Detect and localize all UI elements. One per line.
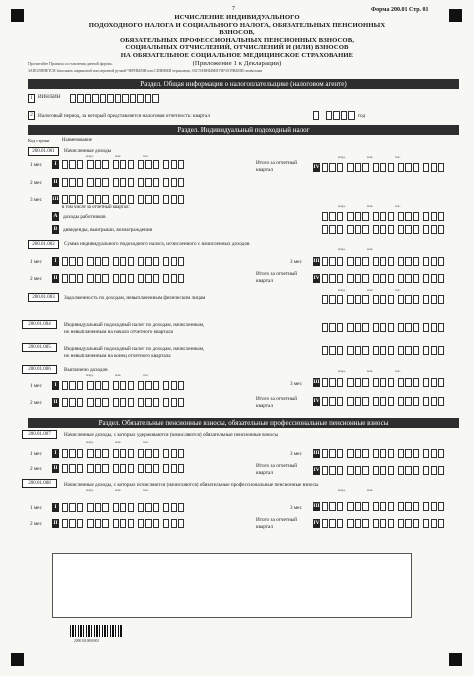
amount-input[interactable] [322, 295, 446, 304]
title-line: (Приложение 1 к Декларации) [192, 59, 282, 67]
quarter-total-label: квартал [256, 470, 273, 476]
instruction-text: ЗАПОЛНЯЕТСЯ Заполнять шариковой или перьевой ручкой ЧЕРНЫМИ или СИНИМИ чернилами, ЗАГЛАВНЫМИ ПЕЧАТНЫМИ символами [28, 69, 263, 73]
amount-input[interactable] [322, 449, 446, 458]
line-label: Индивидуальный подоходный налог по доходам, начисленным, [64, 346, 205, 352]
roman-marker: I [52, 381, 59, 390]
quarter-total-label: Итого за отчетный [256, 271, 298, 277]
roman-marker: I [52, 160, 59, 169]
cell-header: тыс. [395, 155, 401, 159]
letter-marker: B [53, 226, 58, 232]
line-code: 200.01.006 [22, 365, 57, 374]
amount-input[interactable] [322, 257, 446, 266]
cell-header: млрд. [86, 373, 94, 377]
row-number: 1 [28, 94, 35, 103]
column-name-header: Наименование [62, 138, 92, 143]
line-label: дивиденды, выигрыши, вознаграждения [63, 227, 152, 233]
amount-input[interactable] [322, 466, 446, 475]
instruction-text: Прочитайте Правила составления данной формы. [28, 61, 113, 66]
line-label: Начисленные доходы, с которых удерживаются (начисляются) обязательные пенсионные взносы [64, 432, 278, 438]
month-label: 3 мес [290, 259, 302, 265]
month-label: 3 мес [290, 381, 302, 387]
cell-header: млн. [367, 288, 374, 292]
quarter-total-label: Итого за отчетный [256, 396, 298, 402]
quarter-total-label: Итого за отчетный [256, 463, 298, 469]
subtotal-label: в том числе за отчетный квартал: [62, 205, 130, 210]
cell-header: млн. [367, 488, 374, 492]
registration-mark [11, 9, 24, 22]
amount-input[interactable] [322, 225, 446, 234]
amount-input[interactable] [62, 160, 186, 169]
quarter-total-label: Итого за отчетный [256, 160, 298, 166]
amount-input[interactable] [322, 323, 446, 332]
registration-mark [449, 653, 462, 666]
cell-header: тыс. [395, 288, 401, 292]
column-code-header: Код строки [28, 138, 50, 143]
month-label: 3 мес [290, 505, 302, 511]
notes-box[interactable] [52, 553, 412, 618]
roman-marker: III [313, 503, 320, 509]
roman-marker: I [52, 503, 59, 512]
title-line: ОБЯЗАТЕЛЬНЫХ ПРОФЕССИОНАЛЬНЫХ ПЕНСИОННЫХ ВЗНОСОВ, [119, 36, 355, 44]
line-code: 200.01.005 [22, 343, 57, 352]
amount-input[interactable] [62, 178, 186, 187]
month-label: 2 мес [30, 466, 42, 472]
barcode [70, 625, 123, 637]
month-label: 1 мес [30, 162, 42, 168]
cell-header: млн. [115, 373, 122, 377]
cell-header: млрд. [86, 154, 94, 158]
year-label: год [358, 113, 366, 119]
section-pension-header: Раздел. Обязательные пенсионные взносы, обязательные профессиональные пенсионные взносы [28, 418, 459, 428]
line-code: 200.01.003 [28, 293, 59, 302]
cell-header: млрд. [86, 440, 94, 444]
month-label: 1 мес [30, 505, 42, 511]
quarter-total-label: квартал [256, 403, 273, 409]
roman-marker: IV [313, 398, 320, 404]
amount-input[interactable] [62, 257, 186, 266]
title-line: ИСЧИСЛЕНИЕ ИНДИВИДУАЛЬНОГО [174, 14, 300, 21]
line-label: Начисленные доходы [64, 148, 112, 154]
month-label: 3 мес [290, 451, 302, 457]
roman-marker: III [52, 196, 59, 202]
amount-input[interactable] [322, 519, 446, 528]
roman-marker: III [313, 258, 320, 264]
amount-input[interactable] [62, 519, 186, 528]
cell-header: тыс. [395, 369, 401, 373]
line-label: Индивидуальный подоходный налог по доходам, начисленным, [64, 322, 205, 328]
period-label: Налоговый период, за который представляется налоговая отчетность: квартал [38, 113, 210, 119]
line-code: 200.01.008 [22, 479, 57, 488]
roman-marker: I [52, 257, 59, 266]
section-general-header: Раздел. Общая информация о налогоплательщике (налоговом агенте) [28, 79, 459, 89]
cell-header: млн. [367, 155, 374, 159]
month-label: 1 мес [30, 451, 42, 457]
cell-header: млн. [367, 369, 374, 373]
form-label: Форма 200.01 Стр. 01 [371, 7, 429, 13]
cell-header: млрд. [338, 155, 346, 159]
roman-marker: II [53, 465, 58, 471]
cell-header: млн. [367, 204, 374, 208]
cell-header: млрд. [338, 288, 346, 292]
quarter-total-label: Итого за отчетный [256, 517, 298, 523]
line-label: но невыплаченным на начало отчетного квартала [64, 329, 173, 335]
cell-header: млн. [115, 488, 122, 492]
roman-marker: II [53, 179, 58, 185]
registration-mark [449, 9, 462, 22]
roman-marker: III [313, 379, 320, 385]
roman-marker: IV [313, 520, 320, 526]
title-line: СОЦИАЛЬНЫХ ОТЧИСЛЕНИЙ, ОТЧИСЛЕНИЙ И (ИЛИ) ВЗНОСОВ [125, 44, 349, 52]
line-label: Сумма индивидуального подоходного налога, исчисленного с начисленных доходов [64, 241, 250, 247]
amount-input[interactable] [62, 449, 186, 458]
barcode-digits: 20001010000001 [74, 639, 100, 643]
amount-input[interactable] [322, 378, 446, 387]
month-label: 2 мес [30, 400, 42, 406]
roman-marker: IV [313, 467, 320, 473]
amount-input[interactable] [322, 212, 446, 221]
row-number: 2 [28, 111, 35, 120]
line-code: 200.01.002 [28, 240, 59, 249]
quarter-input[interactable] [313, 111, 320, 120]
amount-input[interactable] [62, 464, 186, 473]
amount-input[interactable] [62, 503, 186, 512]
cell-header: млрд. [338, 488, 346, 492]
cell-header: тыс. [395, 204, 401, 208]
iin-label: ИИН/БИН [38, 95, 61, 100]
roman-marker: I [52, 449, 59, 458]
line-label: Задолженность по доходам, невыплаченным физическим лицам [64, 295, 206, 301]
cell-header: тыс. [143, 440, 149, 444]
line-label: но невыплаченным на конец отчетного квартала [64, 353, 171, 359]
cell-header: млн. [367, 247, 374, 251]
roman-marker: II [53, 520, 58, 526]
roman-marker: II [53, 399, 58, 405]
cell-header: тыс. [143, 488, 149, 492]
title-line: НА ОБЯЗАТЕЛЬНОЕ СОЦИАЛЬНОЕ МЕДИЦИНСКОЕ СТРАХОВАНИЕ [120, 51, 354, 59]
form-title [86, 14, 388, 67]
month-label: 2 мес [30, 521, 42, 527]
roman-marker: III [313, 450, 320, 456]
amount-input[interactable] [62, 381, 186, 390]
amount-input[interactable] [322, 163, 446, 172]
line-label: доходы работников [63, 214, 106, 220]
cell-header: млрд. [338, 369, 346, 373]
cell-header: млн. [115, 154, 122, 158]
quarter-total-label: квартал [256, 524, 273, 530]
amount-input[interactable] [62, 195, 186, 204]
amount-input[interactable] [62, 274, 186, 283]
roman-marker: II [53, 275, 58, 281]
line-label: Выплачено доходов [64, 367, 108, 373]
cell-header: млрд. [338, 247, 346, 251]
year-input[interactable] [326, 111, 356, 120]
quarter-total-label: квартал [256, 278, 273, 284]
section-ipn-header: Раздел. Индивидуальный подоходный налог [28, 125, 459, 135]
month-label: 1 мес [30, 383, 42, 389]
title-line: ПОДОХОДНОГО НАЛОГА И СОЦИАЛЬНОГО НАЛОГА, ОБЯЗАТЕЛЬНЫХ ПЕНСИОННЫХ ВЗНОСОВ, [88, 21, 386, 37]
cell-header: млрд. [338, 204, 346, 208]
quarter-total-label: квартал [256, 167, 273, 173]
line-code: 200.01.007 [22, 430, 57, 439]
cell-header: тыс. [143, 154, 149, 158]
month-label: 2 мес [30, 180, 42, 186]
page-number: 7 [232, 6, 235, 12]
cell-header: млн. [115, 440, 122, 444]
month-label: 1 мес [30, 259, 42, 265]
cell-header: млрд. [86, 488, 94, 492]
letter-marker: A [53, 213, 58, 219]
line-code: 200.01.004 [22, 320, 57, 329]
line-label: Начисленные доходы, с которых исчисляются (начисляются) обязательные профессиональные пенсионные взносы [64, 482, 319, 488]
amount-input[interactable] [322, 274, 446, 283]
amount-input[interactable] [62, 398, 186, 407]
iin-input[interactable] [70, 94, 160, 103]
amount-input[interactable] [322, 346, 446, 355]
month-label: 2 мес [30, 276, 42, 282]
registration-mark [11, 653, 24, 666]
month-label: 3 мес [30, 197, 42, 203]
amount-input[interactable] [322, 502, 446, 511]
cell-header: тыс. [143, 373, 149, 377]
roman-marker: IV [313, 164, 320, 170]
amount-input[interactable] [322, 397, 446, 406]
line-code: 200.01.001 [28, 147, 59, 156]
roman-marker: IV [313, 275, 320, 281]
